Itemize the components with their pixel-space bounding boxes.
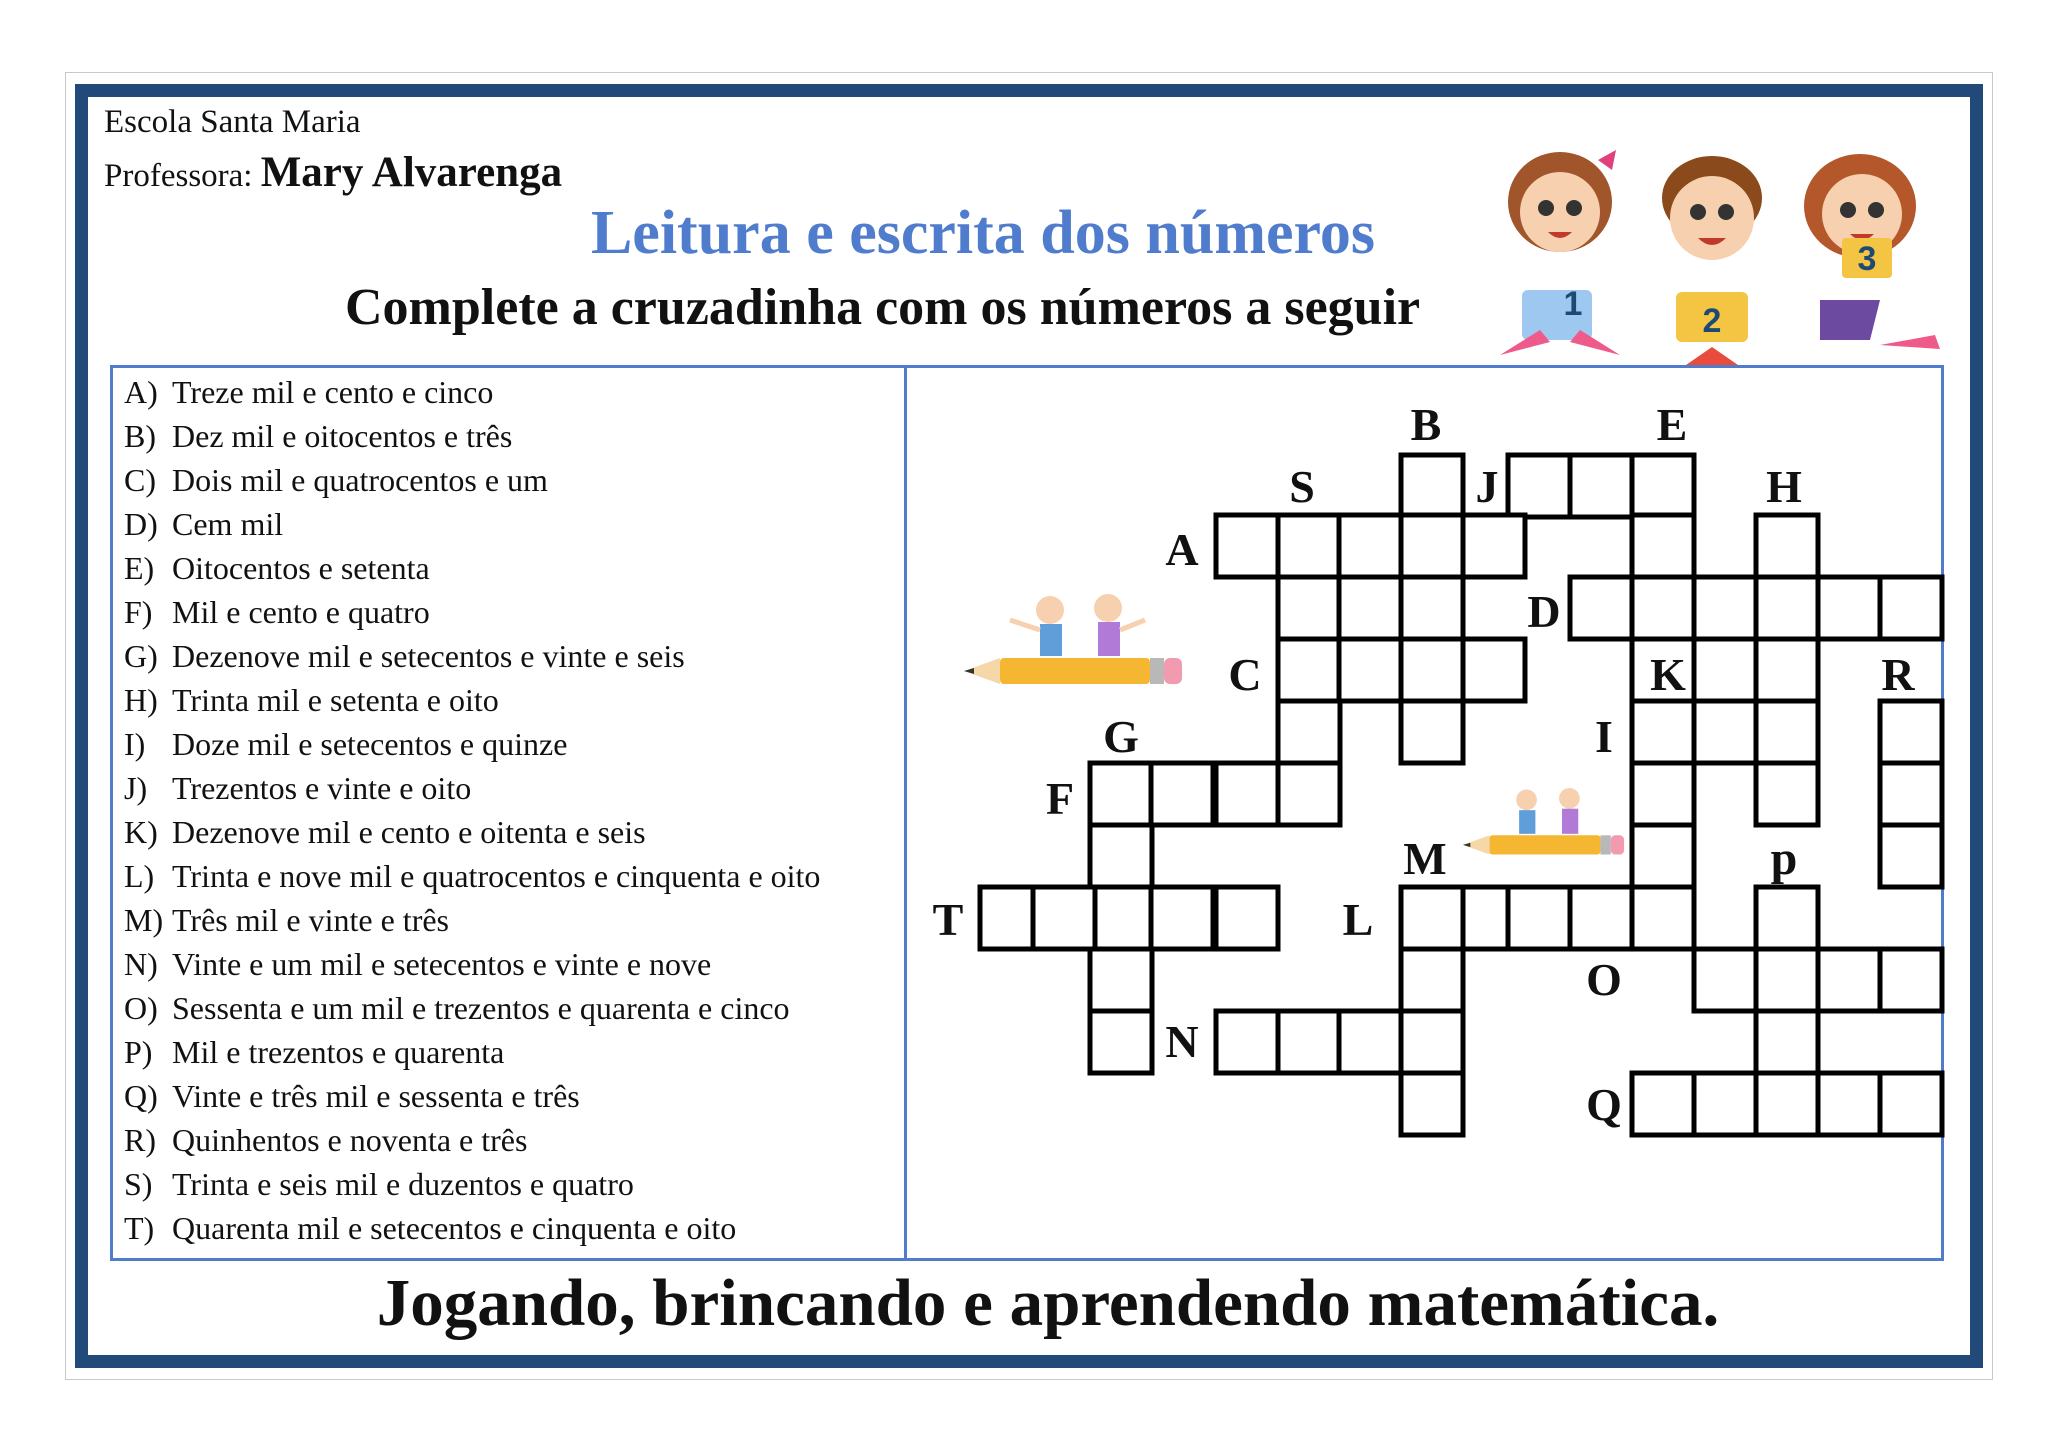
clue-letter-c: C <box>1228 649 1262 700</box>
crossword-cell[interactable] <box>1632 825 1694 887</box>
crossword-cell[interactable] <box>1401 577 1463 639</box>
clue-text: Sessenta e um mil e trezentos e quarenta e cinco <box>172 990 790 1026</box>
clue-text: Três mil e vinte e três <box>172 902 449 938</box>
number-card-3: 3 <box>1857 240 1877 278</box>
crossword-cell[interactable] <box>1818 577 1880 639</box>
crossword-cell[interactable] <box>1090 763 1152 825</box>
crossword-cell[interactable] <box>1632 1073 1694 1135</box>
clue-key: D) <box>124 506 158 542</box>
clue-letter-r: R <box>1881 649 1915 700</box>
crossword-cell[interactable] <box>1278 577 1340 639</box>
clue-letter-f: F <box>1045 773 1075 824</box>
crossword-cell[interactable] <box>1339 1011 1401 1073</box>
page-subtitle: Complete a cruzadinha com os números a seguir <box>345 279 1421 336</box>
clue-key: K) <box>124 814 158 850</box>
crossword-cell[interactable] <box>1756 639 1818 701</box>
crossword-cell[interactable] <box>1880 763 1942 825</box>
clue-letter-q: Q <box>1586 1079 1622 1130</box>
clue-letter-k: K <box>1650 649 1686 700</box>
school-name: Escola Santa Maria <box>104 104 361 140</box>
clue-letter-s: S <box>1289 461 1315 512</box>
crossword-cell[interactable] <box>1880 949 1942 1011</box>
crossword-cell[interactable] <box>1463 639 1525 701</box>
crossword-cell[interactable] <box>1278 515 1340 577</box>
crossword-cell[interactable] <box>1632 577 1694 639</box>
crossword-cell[interactable] <box>1632 763 1694 825</box>
clue-key: O) <box>124 990 158 1026</box>
clue-text: Cem mil <box>172 506 284 542</box>
clue-letter-d: D <box>1527 586 1561 637</box>
clue-letter-l: L <box>1342 894 1374 945</box>
crossword-cell[interactable] <box>1756 701 1818 763</box>
clue-text: Trezentos e vinte e oito <box>172 770 472 806</box>
clue-key: N) <box>124 946 158 982</box>
crossword-cell[interactable] <box>1278 701 1340 763</box>
clue-letter-h: H <box>1766 461 1802 512</box>
crossword-cell[interactable] <box>1339 577 1401 639</box>
clue-text: Mil e trezentos e quarenta <box>172 1034 505 1070</box>
clue-text: Mil e cento e quatro <box>172 594 430 630</box>
crossword-cell[interactable] <box>1756 887 1818 949</box>
crossword-cell[interactable] <box>1694 701 1756 763</box>
crossword-cell[interactable] <box>1632 887 1694 949</box>
crossword-cell[interactable] <box>1570 887 1632 949</box>
crossword-cell[interactable] <box>1880 701 1942 763</box>
clue-key: L) <box>124 858 155 894</box>
crossword-cell[interactable] <box>1278 763 1340 825</box>
clue-letter-g: G <box>1103 711 1139 762</box>
crossword-cell[interactable] <box>1216 887 1278 949</box>
crossword-cell[interactable] <box>1090 1011 1152 1073</box>
clue-key: Q) <box>124 1078 158 1114</box>
page-title: Leitura e escrita dos números <box>590 199 1376 267</box>
crossword-cell[interactable] <box>1401 639 1463 701</box>
footer-slogan: Jogando, brincando e aprendendo matemática. <box>376 1266 1720 1340</box>
crossword-cell[interactable] <box>1880 825 1942 887</box>
clue-text: Dois mil e quatrocentos e um <box>172 462 548 498</box>
crossword-cell[interactable] <box>1756 1073 1818 1135</box>
clue-letter-b: B <box>1410 399 1442 450</box>
crossword-cell[interactable] <box>1216 1011 1278 1073</box>
crossword-cell[interactable] <box>1756 577 1818 639</box>
clue-text: Vinte e um mil e setecentos e vinte e nove <box>172 946 712 982</box>
number-card-2: 2 <box>1702 302 1722 340</box>
clue-letter-p: p <box>1770 832 1798 885</box>
clue-key: B) <box>124 418 156 454</box>
crossword-cell[interactable] <box>1278 639 1340 701</box>
clue-key: C) <box>124 462 156 498</box>
crossword-cell[interactable] <box>1401 1073 1463 1135</box>
crossword-cell[interactable] <box>1632 701 1694 763</box>
crossword-cell[interactable] <box>1401 887 1463 949</box>
crossword-cell[interactable] <box>1339 639 1401 701</box>
crossword-cell[interactable] <box>1151 763 1213 825</box>
clue-text: Trinta e seis mil e duzentos e quatro <box>172 1166 634 1202</box>
crossword-cell[interactable] <box>1401 949 1463 1011</box>
crossword-cell[interactable] <box>1632 515 1694 577</box>
crossword-cell[interactable] <box>1151 887 1213 949</box>
clue-text: Trinta e nove mil e quatrocentos e cinquenta e oito <box>172 858 821 894</box>
crossword-cell[interactable] <box>1463 515 1525 577</box>
crossword-cell[interactable] <box>1278 1011 1340 1073</box>
clue-text: Quinhentos e noventa e três <box>172 1122 528 1158</box>
clue-key: G) <box>124 638 158 674</box>
clue-key: F) <box>124 594 153 630</box>
clue-text: Dezenove mil e setecentos e vinte e seis <box>172 638 685 674</box>
crossword-cell[interactable] <box>1216 515 1278 577</box>
clue-letter-n: N <box>1165 1016 1199 1067</box>
clue-key: M) <box>124 902 164 938</box>
crossword-cell[interactable] <box>1570 577 1632 639</box>
teacher-name: Mary Alvarenga <box>260 149 563 196</box>
clue-text: Treze mil e cento e cinco <box>172 374 494 410</box>
crossword-cell[interactable] <box>1339 515 1401 577</box>
clue-key: E) <box>124 550 155 586</box>
clue-letter-j: J <box>1475 461 1499 512</box>
clue-text: Oitocentos e setenta <box>172 550 430 586</box>
crossword-cell[interactable] <box>1090 825 1152 887</box>
crossword-cell[interactable] <box>1880 1073 1942 1135</box>
crossword-cell[interactable] <box>1401 701 1463 763</box>
crossword-cell[interactable] <box>1756 949 1818 1011</box>
clue-text: Quarenta mil e setecentos e cinquenta e oito <box>172 1210 737 1246</box>
crossword-cell[interactable] <box>1694 949 1756 1011</box>
crossword-cell[interactable] <box>1090 949 1152 1011</box>
crossword-cell[interactable] <box>1880 577 1942 639</box>
clue-letter-o: O <box>1586 954 1622 1005</box>
clue-text: Doze mil e setecentos e quinze <box>172 726 568 762</box>
clue-key: A) <box>124 374 158 410</box>
crossword-cell[interactable] <box>1508 455 1570 517</box>
clue-text: Dezenove mil e cento e oitenta e seis <box>172 814 646 850</box>
crossword-cell[interactable] <box>1694 1073 1756 1135</box>
crossword-cell[interactable] <box>1818 1073 1880 1135</box>
crossword-cell[interactable] <box>1756 515 1818 577</box>
clue-text: Dez mil e oitocentos e três <box>172 418 513 454</box>
clue-letter-a: A <box>1165 524 1199 575</box>
crossword-cell[interactable] <box>1401 515 1463 577</box>
clue-key: T) <box>124 1210 155 1246</box>
clue-letter-m: M <box>1403 833 1447 884</box>
teacher-label: Professora: <box>104 158 253 194</box>
number-card-1: 1 <box>1563 285 1583 323</box>
clue-text: Trinta mil e setenta e oito <box>172 682 499 718</box>
crossword-cell[interactable] <box>1694 577 1756 639</box>
clue-key: S) <box>124 1166 153 1202</box>
crossword-cell[interactable] <box>1401 1011 1463 1073</box>
crossword-cell[interactable] <box>1090 887 1152 949</box>
clue-letter-t: T <box>932 894 964 945</box>
crossword-cell[interactable] <box>1756 763 1818 825</box>
crossword-cell[interactable] <box>1632 455 1694 517</box>
crossword-cell[interactable] <box>1570 455 1632 517</box>
crossword-cell[interactable] <box>1818 949 1880 1011</box>
clue-letter-e: E <box>1656 399 1688 450</box>
clue-text: Vinte e três mil e sessenta e três <box>172 1078 580 1114</box>
crossword-cell[interactable] <box>1508 887 1570 949</box>
crossword-cell[interactable] <box>1033 887 1095 949</box>
clue-key: H) <box>124 682 158 718</box>
clue-key: I) <box>124 726 146 762</box>
crossword-cell[interactable] <box>1401 455 1463 517</box>
clue-key: R) <box>124 1122 156 1158</box>
crossword-cell[interactable] <box>1216 763 1278 825</box>
clue-key: J) <box>124 770 148 806</box>
crossword-cell[interactable] <box>1756 1011 1818 1073</box>
clue-key: P) <box>124 1034 153 1070</box>
clue-letter-i: I <box>1595 711 1613 762</box>
